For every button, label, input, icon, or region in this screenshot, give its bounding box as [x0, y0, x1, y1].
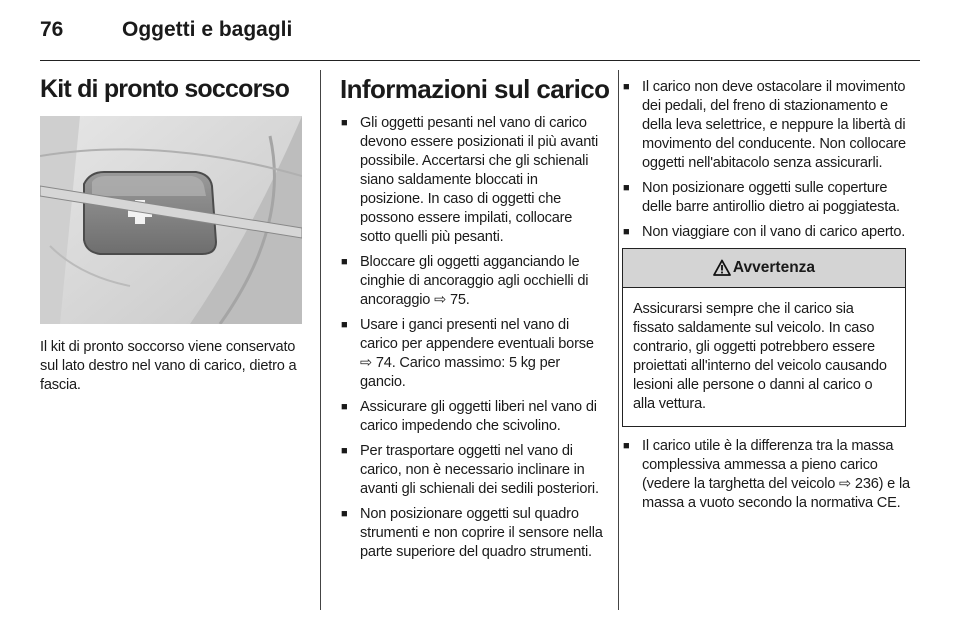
list-item: ■ Usare i ganci presenti nel vano di carico per appendere eventuali borse ⇨ 74. Carico massimo: 5 kg per gancio.: [340, 316, 604, 392]
first-aid-text: Il kit di pronto soccorso viene conservato sul lato destro nel vano di carico, dietro a fascia.: [40, 339, 297, 393]
list-item: ■ Non posizionare oggetti sul quadro strumenti e non coprire il sensore nella parte superiore del quadro strumenti.: [340, 505, 604, 562]
list-item: ■ Non posizionare oggetti sulle coperture delle barre antirollio dietro ai poggiatesta.: [622, 179, 912, 217]
list-item: ■ Il carico utile è la differenza tra la massa complessiva ammessa a pieno carico (vedere la targhetta del veicolo ⇨ 236) e la massa a vuoto secondo la normativa CE.: [622, 437, 912, 513]
loading-column: [340, 68, 610, 568]
loading-column-continued: [622, 78, 912, 519]
list-item: ■ Assicurare gli oggetti liberi nel vano di carico impedendo che scivolino.: [340, 398, 604, 436]
warning-text: Assicurarsi sempre che il carico sia fissato saldamente sul veicolo. In caso contrario, gli oggetti potrebbero essere proiettati all'interno del veicolo causando lesioni alle persone o danni al carico o alla vettura.: [633, 301, 887, 412]
loading-list-continued: [622, 78, 912, 242]
warning-title: Avvertenza: [732, 259, 816, 276]
column-divider: [618, 70, 619, 610]
warning-triangle-icon: [713, 259, 731, 277]
list-item: ■ Bloccare gli oggetti agganciando le cinghie di ancoraggio agli occhielli di ancoraggio ⇨ 75.: [340, 253, 604, 310]
warning-box: [622, 248, 906, 427]
first-aid-column: [40, 68, 302, 395]
first-aid-heading: Kit di pronto soccorso: [40, 75, 290, 103]
list-item: ■ Gli oggetti pesanti nel vano di carico devono essere posizionati il più avanti possibile. Accertarsi che gli schienali siano saldamente bloccati in posizione. In caso di oggetti che possono essere impilati, collocare sotto quelli più pesanti.: [340, 114, 604, 247]
page-number: 76: [40, 18, 64, 41]
section-header: Oggetti e bagagli: [122, 18, 293, 41]
list-item: ■ Per trasportare oggetti nel vano di carico, non è necessario inclinare in avanti gli schienali dei sedili posteriori.: [340, 442, 604, 499]
first-aid-kit-photo: [40, 116, 302, 324]
header-rule: [40, 60, 920, 61]
list-item: ■ Il carico non deve ostacolare il movimento dei pedali, del freno di stazionamento e della leva selettrice, e neppure la libertà di movimento del conducente. Non collocare oggetti nell'abitacolo senza assicurarli.: [622, 78, 912, 173]
loading-heading: Informazioni sul carico: [340, 74, 610, 104]
loading-list-final: [622, 437, 912, 513]
warning-header: [623, 249, 905, 288]
loading-list: [340, 114, 604, 562]
column-divider: [320, 70, 321, 610]
list-item: ■ Non viaggiare con il vano di carico aperto.: [622, 223, 912, 242]
